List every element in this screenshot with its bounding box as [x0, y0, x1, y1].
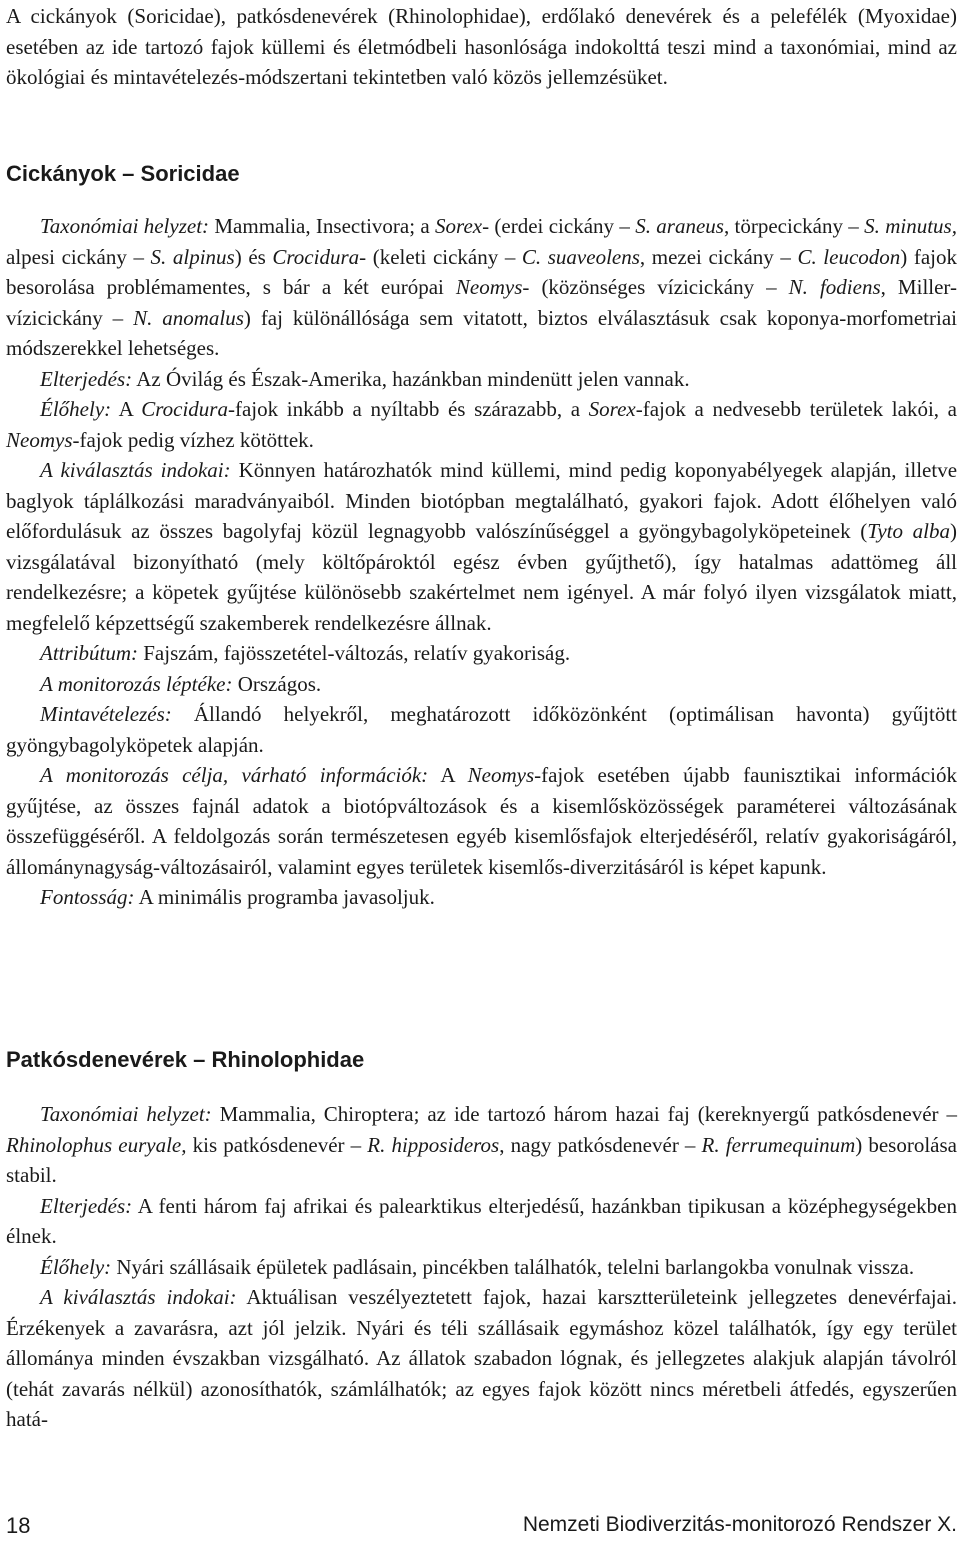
field-label: Élőhely:	[40, 397, 112, 421]
soricidae-attribute-paragraph	[6, 638, 957, 669]
text-run: Nyári szállásaik épületek padlásain, pincékben találhatók, telelni barlangokba vonulnak vissza.	[111, 1254, 915, 1279]
field-label: A monitorozás léptéke:	[40, 671, 233, 696]
text-run: -fajok esetében újabb faunisztikai információk gyűjtése, az összes fajnál adatok a biotópváltozások és a kisemlősközösségek paraméterei változásának összefüggéséről. A feldolgozás során természetesen egyéb kisemlősfajok elterjedéséről, relatív gyakoriságáról, állománynagyság-változásairól, valamint egyes területek kisemlős-diverzitásáról is képet kapunk.	[6, 763, 957, 879]
species-name: Neomys	[455, 275, 523, 299]
page-footer	[6, 1513, 957, 1543]
text-run: -fajok a nedvesebb területek lakói, a	[635, 397, 957, 421]
species-name: R. ferrumequinum	[701, 1132, 856, 1157]
text-run: A	[428, 763, 468, 787]
text-run: , törpecickány –	[723, 214, 865, 238]
series-title: Nemzeti Biodiverzitás-monitorozó Rendszer X.	[522, 1513, 957, 1536]
field-label: Taxonómiai helyzet:	[40, 1102, 212, 1126]
rhinolophidae-habitat-paragraph	[6, 1252, 957, 1283]
species-name: C. leucodon	[797, 244, 901, 269]
text-run: , Miller-vízicickány –	[6, 275, 957, 330]
soricidae-distribution-paragraph	[6, 364, 957, 395]
species-name: Tyto alba	[867, 519, 950, 543]
text-run: , mezei cickány –	[639, 244, 798, 269]
species-name: Crocidura	[272, 244, 360, 269]
page-number: 18	[6, 1513, 31, 1538]
text-run: alpesi cickány –	[6, 244, 151, 269]
field-label: A kiválasztás indokai:	[40, 1285, 237, 1309]
field-label: Fontosság:	[40, 885, 135, 909]
text-run: A	[111, 397, 142, 421]
text-run: -fajok pedig vízhez kötöttek.	[72, 427, 314, 452]
soricidae-scale-paragraph	[6, 669, 957, 700]
rhinolophidae-distribution-paragraph	[6, 1191, 957, 1252]
species-name: N. anomalus	[133, 305, 244, 330]
species-name: Sorex	[588, 397, 636, 421]
text-run: ) és	[234, 244, 273, 269]
section-soricidae	[6, 159, 957, 913]
soricidae-reasons-paragraph	[6, 455, 957, 638]
text-run: , nagy patkósdenevér –	[499, 1132, 702, 1157]
section-heading-soricidae: Cickányok – Soricidae	[6, 161, 240, 186]
soricidae-habitat-paragraph	[6, 394, 957, 455]
rhinolophidae-taxonomy-paragraph	[6, 1099, 957, 1191]
text-run: Az Óvilág és Észak-Amerika, hazánkban mindenütt jelen vannak.	[132, 366, 690, 391]
species-name: Crocidura	[141, 397, 228, 421]
field-label: A monitorozás célja, várható információk:	[40, 763, 429, 787]
text-run: Mammalia, Insectivora; a	[209, 214, 436, 238]
species-name: S. alpinus	[150, 244, 235, 269]
text-run: Fajszám, fajösszetétel-változás, relatív gyakoriság.	[138, 641, 571, 665]
text-run: - (közönséges vízicickány –	[522, 275, 789, 299]
text-run: ) faj különállósága sem vitatott, biztos elválasztásuk csak koponya-morfometriai módszerekkel lehetséges.	[6, 305, 957, 360]
text-run: Állandó helyekről, meghatározott időközönként (optimálisan havonta) gyűjtött gyöngybagolyköpetek alapján.	[6, 702, 957, 757]
species-name: C. suaveolens	[521, 244, 640, 269]
soricidae-sampling-paragraph	[6, 699, 957, 760]
text-run: Aktuálisan veszélyeztetett fajok, hazai karsztterületeink jellegzetes denevérfajai. Érzékenyek a zavarásra, azt jól jelzik. Nyári és téli szállásaik egymáshoz közel találhatók, így egy terület állománya minden évszakban vizsgálható. Az állatok szabadon lógnak, és jellegzetes alakjuk alapján távolról (tehát zavarás nélkül) azonosíthatók, számlálhatók; az egyes fajok között nincs méretbeli átfedés, egyszerűen hatá-	[6, 1285, 958, 1431]
text-run: - (erdei cickány –	[482, 214, 636, 238]
section-heading-rhinolophidae: Patkósdenevérek – Rhinolophidae	[6, 1047, 365, 1072]
soricidae-taxonomy-paragraph	[6, 211, 957, 364]
field-label: Taxonómiai helyzet:	[40, 214, 210, 238]
species-name: Neomys	[6, 427, 73, 452]
text-run: -fajok inkább a nyíltabb és szárazabb, a	[227, 397, 589, 421]
species-name: Rhinolophus euryale,	[6, 1132, 187, 1157]
species-name: R. hipposideros	[367, 1132, 500, 1157]
rhinolophidae-reasons-paragraph	[6, 1282, 957, 1435]
soricidae-goal-paragraph	[6, 760, 957, 882]
text-run: A minimális programba javasoljuk.	[134, 885, 435, 909]
field-label: Attribútum:	[40, 641, 138, 665]
field-label: Élőhely:	[40, 1254, 112, 1279]
text-run: ) vizsgálatával bizonyítható (mely költőpároktól egész évben gyűjthető), így hatalmas adattömeg áll rendelkezésre; a köpetek gyűjtése különösebb szakértelmet nem igényel. A már folyó ilyen vizsgálatok miatt, megfelelő képzettségű szakemberek rendelkezésre állnak.	[6, 519, 957, 635]
species-name: N. fodiens	[788, 275, 881, 299]
field-label: A kiválasztás indokai:	[40, 458, 231, 482]
text-run: Könnyen határozhatók mind küllemi, mind pedig koponyabélyegek alapján, illetve baglyok táplálkozási maradványaiból. Minden biotópban megtalálható, gyakori fajok. Adott élőhelyen való előfordulásuk az összes bagolyfaj közül legnagyobb valószínűséggel a gyöngybagolyköpeteinek (	[6, 458, 958, 543]
species-name: Neomys	[467, 763, 535, 787]
species-name: S. araneus	[635, 214, 724, 238]
field-label: Elterjedés:	[40, 366, 133, 391]
field-label: Mintavételezés:	[40, 702, 172, 726]
species-name: S. minutus,	[864, 214, 957, 238]
soricidae-importance-paragraph	[6, 882, 957, 913]
intro-paragraph: A cickányok (Soricidae), patkósdenevérek (Rhinolophidae), erdőlakó denevérek és a pelefélék (Myoxidae) esetében az ide tartozó fajok küllemi és életmódbeli hasonlósága indokolttá teszi mind a taxonómiai, mind az ökológiai és mintavételezés-módszertani tekintetben való közös jellemzésüket.	[6, 4, 957, 89]
text-run: ) besorolása stabil.	[6, 1132, 957, 1187]
field-label: Elterjedés:	[40, 1193, 133, 1218]
text-run: ) fajok besorolása problémamentes, s bár a két európai	[6, 244, 958, 299]
section-rhinolophidae	[6, 1045, 957, 1435]
text-run: Mammalia, Chiroptera; az ide tartozó három hazai faj (kereknyergű patkósdenevér –	[211, 1102, 957, 1126]
text-run: Országos.	[232, 671, 322, 696]
text-run: kis patkósdenevér –	[186, 1132, 368, 1157]
intro-section	[6, 1, 957, 93]
text-run: - (keleti cickány –	[359, 244, 522, 269]
text-run: A fenti három faj afrikai és palearktikus elterjedésű, hazánkban tipikusan a középhegységekben élnek.	[6, 1193, 957, 1248]
species-name: Sorex	[435, 214, 483, 238]
